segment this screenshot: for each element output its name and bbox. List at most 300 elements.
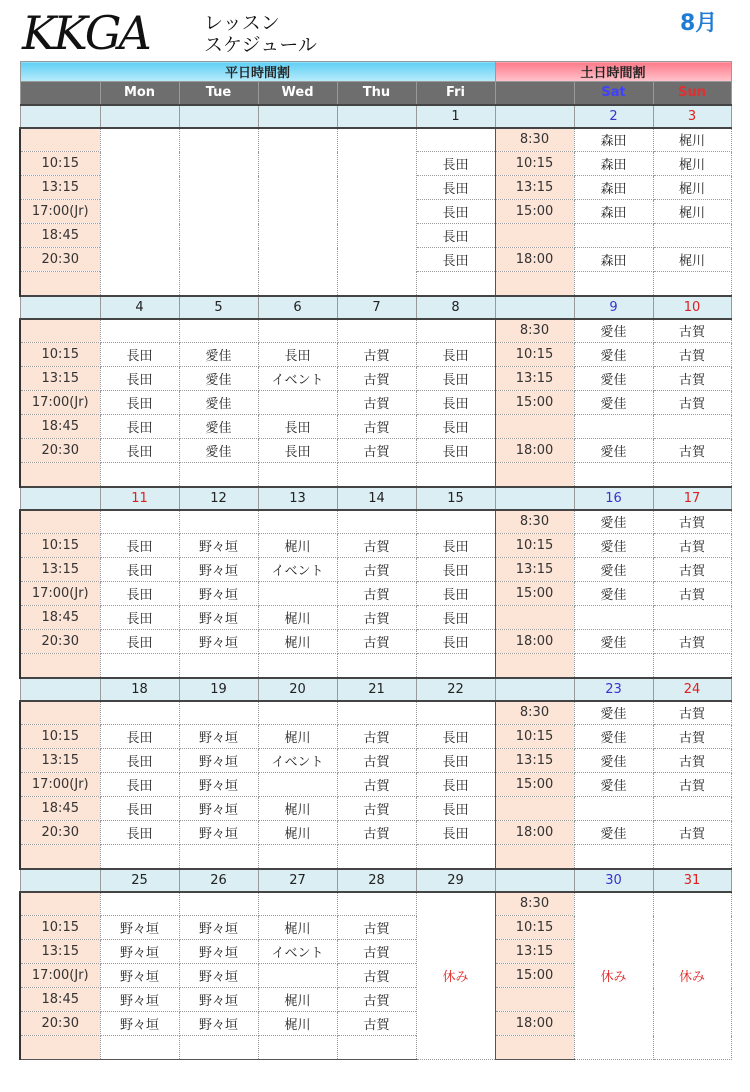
lesson-cell bbox=[337, 892, 416, 916]
lesson-cell-weekend bbox=[653, 845, 731, 869]
lesson-cell: 梶川 bbox=[258, 988, 337, 1012]
date-cell-sun: 31 bbox=[653, 869, 731, 892]
lesson-cell: 古賀 bbox=[337, 415, 416, 439]
lesson-cell bbox=[258, 773, 337, 797]
weekend-time bbox=[495, 1036, 574, 1060]
weekend-time: 13:15 bbox=[495, 367, 574, 391]
lesson-cell: 古賀 bbox=[337, 940, 416, 964]
schedule-row bbox=[20, 797, 731, 821]
lesson-cell: 長田 bbox=[100, 582, 179, 606]
schedule-row bbox=[20, 582, 731, 606]
lesson-cell-weekend: 古賀 bbox=[653, 821, 731, 845]
lesson-cell-weekend: 愛佳 bbox=[574, 725, 653, 749]
lesson-cell-weekend bbox=[653, 606, 731, 630]
page-subtitle bbox=[204, 12, 317, 56]
lesson-cell bbox=[258, 964, 337, 988]
weekend-time bbox=[495, 845, 574, 869]
lesson-cell bbox=[258, 582, 337, 606]
lesson-cell bbox=[100, 845, 179, 869]
schedule-row bbox=[20, 749, 731, 773]
weekday-time bbox=[20, 845, 100, 869]
month-label: 8月 bbox=[680, 11, 718, 36]
lesson-cell-weekend: 古賀 bbox=[653, 582, 731, 606]
lesson-cell: 長田 bbox=[416, 152, 495, 176]
weekend-time bbox=[495, 797, 574, 821]
lesson-cell: 野々垣 bbox=[179, 582, 258, 606]
holiday-cell-sun: 休み bbox=[653, 892, 731, 1060]
date-cell bbox=[100, 105, 179, 128]
date-cell: 13 bbox=[258, 487, 337, 510]
lesson-cell bbox=[416, 272, 495, 296]
lesson-cell-weekend: 森田 bbox=[574, 248, 653, 272]
lesson-cell-weekend bbox=[653, 797, 731, 821]
weekend-time: 18:00 bbox=[495, 821, 574, 845]
lesson-cell: 長田 bbox=[100, 367, 179, 391]
lesson-cell: 長田 bbox=[416, 749, 495, 773]
lesson-cell: 愛佳 bbox=[179, 415, 258, 439]
schedule-table bbox=[19, 61, 732, 1060]
weekend-time: 15:00 bbox=[495, 582, 574, 606]
lesson-cell: 古賀 bbox=[337, 582, 416, 606]
weekend-time: 13:15 bbox=[495, 558, 574, 582]
day-header-blank-2 bbox=[495, 82, 574, 105]
lesson-cell: 古賀 bbox=[337, 630, 416, 654]
date-cell: 15 bbox=[416, 487, 495, 510]
lesson-cell: イベント bbox=[258, 558, 337, 582]
weekend-time: 13:15 bbox=[495, 940, 574, 964]
schedule-row bbox=[20, 415, 731, 439]
date-cell: 5 bbox=[179, 296, 258, 319]
weekday-time: 13:15 bbox=[20, 749, 100, 773]
lesson-cell: 野々垣 bbox=[100, 916, 179, 940]
lesson-cell bbox=[100, 463, 179, 487]
lesson-cell: 梶川 bbox=[258, 797, 337, 821]
lesson-cell-weekend: 梶川 bbox=[653, 152, 731, 176]
lesson-cell bbox=[179, 892, 258, 916]
subtitle-line-2: スケジュール bbox=[204, 34, 317, 56]
date-cell: 7 bbox=[337, 296, 416, 319]
lesson-cell bbox=[337, 654, 416, 678]
weekday-time: 18:45 bbox=[20, 415, 100, 439]
schedule-row bbox=[20, 725, 731, 749]
lesson-cell: 野々垣 bbox=[100, 1012, 179, 1036]
lesson-cell: 野々垣 bbox=[100, 964, 179, 988]
schedule-row bbox=[20, 892, 731, 916]
date-cell: 11 bbox=[100, 487, 179, 510]
schedule-row bbox=[20, 606, 731, 630]
lesson-cell-weekend: 愛佳 bbox=[574, 749, 653, 773]
date-cell bbox=[179, 105, 258, 128]
lesson-cell: 愛佳 bbox=[179, 343, 258, 367]
schedule-row bbox=[20, 391, 731, 415]
lesson-cell-weekend: 古賀 bbox=[653, 725, 731, 749]
weekday-time bbox=[20, 128, 100, 152]
weekend-time bbox=[495, 272, 574, 296]
lesson-cell: 古賀 bbox=[337, 916, 416, 940]
date-blank bbox=[20, 869, 100, 892]
lesson-cell: 古賀 bbox=[337, 558, 416, 582]
weekday-time bbox=[20, 701, 100, 725]
weekday-time bbox=[20, 510, 100, 534]
date-cell: 18 bbox=[100, 678, 179, 701]
weekday-time: 17:00(Jr) bbox=[20, 964, 100, 988]
schedule-row bbox=[20, 319, 731, 343]
empty-day-cell bbox=[258, 128, 337, 296]
lesson-cell: 野々垣 bbox=[179, 558, 258, 582]
lesson-cell-weekend: 古賀 bbox=[653, 701, 731, 725]
lesson-cell-weekend: 愛佳 bbox=[574, 319, 653, 343]
lesson-cell bbox=[100, 701, 179, 725]
lesson-cell-weekend: 愛佳 bbox=[574, 821, 653, 845]
lesson-cell: 梶川 bbox=[258, 916, 337, 940]
lesson-cell: 梶川 bbox=[258, 630, 337, 654]
lesson-cell-weekend bbox=[653, 654, 731, 678]
lesson-cell bbox=[100, 319, 179, 343]
date-cell bbox=[258, 105, 337, 128]
weekend-schedule-header: 土日時間割 bbox=[495, 62, 731, 82]
lesson-cell: 長田 bbox=[416, 415, 495, 439]
date-row bbox=[20, 678, 731, 701]
schedule-row bbox=[20, 128, 731, 152]
weekend-time: 18:00 bbox=[495, 248, 574, 272]
lesson-cell bbox=[179, 845, 258, 869]
weekend-time bbox=[495, 224, 574, 248]
lesson-cell: 野々垣 bbox=[179, 725, 258, 749]
lesson-cell bbox=[416, 128, 495, 152]
lesson-cell-weekend bbox=[574, 415, 653, 439]
lesson-cell bbox=[337, 845, 416, 869]
weekday-time: 18:45 bbox=[20, 606, 100, 630]
weekend-time: 13:15 bbox=[495, 176, 574, 200]
weekend-time: 15:00 bbox=[495, 200, 574, 224]
logo-text: KKGA bbox=[22, 6, 149, 60]
weekday-time bbox=[20, 654, 100, 678]
weekend-time bbox=[495, 415, 574, 439]
lesson-cell: 野々垣 bbox=[179, 606, 258, 630]
date-blank bbox=[495, 678, 574, 701]
date-cell-sun: 3 bbox=[653, 105, 731, 128]
lesson-cell: 長田 bbox=[416, 439, 495, 463]
date-cell: 27 bbox=[258, 869, 337, 892]
lesson-cell-weekend: 愛佳 bbox=[574, 558, 653, 582]
lesson-cell: イベント bbox=[258, 940, 337, 964]
schedule-row bbox=[20, 534, 731, 558]
date-cell-sun: 24 bbox=[653, 678, 731, 701]
lesson-cell-weekend: 愛佳 bbox=[574, 701, 653, 725]
day-header-blank bbox=[20, 82, 100, 105]
date-blank bbox=[495, 869, 574, 892]
date-cell: 22 bbox=[416, 678, 495, 701]
lesson-cell: 野々垣 bbox=[100, 988, 179, 1012]
lesson-cell-weekend bbox=[574, 845, 653, 869]
weekday-time: 18:45 bbox=[20, 988, 100, 1012]
lesson-cell-weekend bbox=[574, 606, 653, 630]
lesson-cell bbox=[258, 892, 337, 916]
weekday-time: 13:15 bbox=[20, 176, 100, 200]
date-cell: 12 bbox=[179, 487, 258, 510]
lesson-cell: 梶川 bbox=[258, 534, 337, 558]
weekday-time: 17:00(Jr) bbox=[20, 582, 100, 606]
lesson-cell: 長田 bbox=[416, 630, 495, 654]
lesson-cell bbox=[100, 892, 179, 916]
lesson-cell: 長田 bbox=[416, 176, 495, 200]
lesson-cell: 野々垣 bbox=[179, 988, 258, 1012]
schedule-row bbox=[20, 630, 731, 654]
weekday-time bbox=[20, 1036, 100, 1060]
lesson-cell: 古賀 bbox=[337, 439, 416, 463]
empty-day-cell bbox=[179, 128, 258, 296]
date-cell: 14 bbox=[337, 487, 416, 510]
day-header-row bbox=[20, 82, 731, 105]
date-cell: 28 bbox=[337, 869, 416, 892]
weekend-time: 8:30 bbox=[495, 128, 574, 152]
lesson-cell bbox=[337, 701, 416, 725]
lesson-cell: 長田 bbox=[416, 200, 495, 224]
date-blank bbox=[495, 105, 574, 128]
weekend-time: 10:15 bbox=[495, 725, 574, 749]
weekend-time: 8:30 bbox=[495, 701, 574, 725]
date-cell bbox=[337, 105, 416, 128]
lesson-cell: 長田 bbox=[100, 558, 179, 582]
lesson-cell: 野々垣 bbox=[100, 940, 179, 964]
lesson-cell: 長田 bbox=[416, 248, 495, 272]
lesson-cell bbox=[416, 845, 495, 869]
schedule-row bbox=[20, 510, 731, 534]
date-blank bbox=[20, 105, 100, 128]
lesson-cell bbox=[258, 319, 337, 343]
date-cell-sat: 2 bbox=[574, 105, 653, 128]
schedule-row bbox=[20, 439, 731, 463]
weekday-time: 10:15 bbox=[20, 534, 100, 558]
day-header-wed: Wed bbox=[258, 82, 337, 105]
lesson-cell: 古賀 bbox=[337, 534, 416, 558]
lesson-cell-weekend: 梶川 bbox=[653, 176, 731, 200]
schedule-row bbox=[20, 773, 731, 797]
lesson-cell-weekend: 古賀 bbox=[653, 773, 731, 797]
weekend-time bbox=[495, 606, 574, 630]
lesson-cell: 古賀 bbox=[337, 749, 416, 773]
lesson-cell: 長田 bbox=[416, 367, 495, 391]
date-cell: 1 bbox=[416, 105, 495, 128]
weekend-time: 10:15 bbox=[495, 916, 574, 940]
weekday-time bbox=[20, 319, 100, 343]
lesson-cell: 長田 bbox=[100, 343, 179, 367]
lesson-cell: 野々垣 bbox=[179, 773, 258, 797]
date-cell: 6 bbox=[258, 296, 337, 319]
weekend-time: 10:15 bbox=[495, 152, 574, 176]
lesson-cell: 長田 bbox=[416, 343, 495, 367]
weekday-time: 17:00(Jr) bbox=[20, 200, 100, 224]
weekday-time: 18:45 bbox=[20, 224, 100, 248]
weekday-time: 20:30 bbox=[20, 1012, 100, 1036]
date-blank bbox=[20, 678, 100, 701]
lesson-cell bbox=[258, 391, 337, 415]
lesson-cell bbox=[416, 463, 495, 487]
lesson-cell: イベント bbox=[258, 749, 337, 773]
lesson-cell-weekend: 愛佳 bbox=[574, 439, 653, 463]
weekday-schedule-header: 平日時間割 bbox=[20, 62, 495, 82]
empty-day-cell bbox=[337, 128, 416, 296]
lesson-cell: 長田 bbox=[416, 606, 495, 630]
date-cell: 21 bbox=[337, 678, 416, 701]
lesson-cell-weekend: 愛佳 bbox=[574, 510, 653, 534]
day-header-tue: Tue bbox=[179, 82, 258, 105]
weekend-time: 15:00 bbox=[495, 964, 574, 988]
lesson-cell bbox=[416, 319, 495, 343]
lesson-cell-weekend: 古賀 bbox=[653, 391, 731, 415]
date-blank bbox=[495, 487, 574, 510]
schedule-row bbox=[20, 845, 731, 869]
lesson-cell-weekend bbox=[574, 224, 653, 248]
lesson-cell-weekend: 愛佳 bbox=[574, 630, 653, 654]
lesson-cell: 野々垣 bbox=[179, 630, 258, 654]
lesson-cell-weekend: 古賀 bbox=[653, 630, 731, 654]
lesson-cell: 愛佳 bbox=[179, 391, 258, 415]
weekday-time: 10:15 bbox=[20, 343, 100, 367]
weekday-time: 20:30 bbox=[20, 439, 100, 463]
date-cell-sun: 10 bbox=[653, 296, 731, 319]
lesson-cell bbox=[179, 654, 258, 678]
lesson-cell-weekend: 梶川 bbox=[653, 200, 731, 224]
lesson-cell: 長田 bbox=[416, 797, 495, 821]
lesson-cell bbox=[179, 701, 258, 725]
schedule-row bbox=[20, 821, 731, 845]
lesson-cell-weekend: 梶川 bbox=[653, 248, 731, 272]
lesson-cell-weekend bbox=[574, 463, 653, 487]
lesson-cell bbox=[258, 1036, 337, 1060]
lesson-cell bbox=[100, 654, 179, 678]
date-cell: 20 bbox=[258, 678, 337, 701]
lesson-cell: 古賀 bbox=[337, 391, 416, 415]
weekday-time bbox=[20, 892, 100, 916]
lesson-cell bbox=[337, 510, 416, 534]
lesson-cell-weekend: 古賀 bbox=[653, 510, 731, 534]
lesson-cell: 長田 bbox=[258, 439, 337, 463]
lesson-cell: 長田 bbox=[416, 391, 495, 415]
lesson-cell: 野々垣 bbox=[179, 1012, 258, 1036]
lesson-cell-weekend: 愛佳 bbox=[574, 773, 653, 797]
lesson-cell-weekend: 愛佳 bbox=[574, 582, 653, 606]
date-blank bbox=[495, 296, 574, 319]
lesson-cell-weekend bbox=[653, 272, 731, 296]
lesson-cell bbox=[416, 510, 495, 534]
lesson-cell-weekend: 森田 bbox=[574, 128, 653, 152]
weekday-time: 10:15 bbox=[20, 152, 100, 176]
date-cell: 4 bbox=[100, 296, 179, 319]
schedule-row bbox=[20, 367, 731, 391]
date-cell-sat: 16 bbox=[574, 487, 653, 510]
lesson-cell bbox=[100, 510, 179, 534]
lesson-cell: 野々垣 bbox=[179, 916, 258, 940]
lesson-cell: 古賀 bbox=[337, 1012, 416, 1036]
date-cell: 26 bbox=[179, 869, 258, 892]
lesson-cell: 梶川 bbox=[258, 725, 337, 749]
lesson-cell-weekend: 森田 bbox=[574, 176, 653, 200]
weekday-time: 13:15 bbox=[20, 558, 100, 582]
lesson-cell: 古賀 bbox=[337, 725, 416, 749]
lesson-cell-weekend bbox=[653, 463, 731, 487]
lesson-cell bbox=[416, 654, 495, 678]
date-blank bbox=[20, 296, 100, 319]
schedule-row bbox=[20, 654, 731, 678]
lesson-cell-weekend: 古賀 bbox=[653, 749, 731, 773]
weekend-time: 15:00 bbox=[495, 391, 574, 415]
lesson-cell-weekend: 愛佳 bbox=[574, 343, 653, 367]
weekday-time: 13:15 bbox=[20, 367, 100, 391]
lesson-cell bbox=[258, 654, 337, 678]
lesson-cell: 古賀 bbox=[337, 367, 416, 391]
lesson-cell bbox=[337, 319, 416, 343]
lesson-cell: 梶川 bbox=[258, 1012, 337, 1036]
lesson-cell-weekend: 古賀 bbox=[653, 319, 731, 343]
weekend-time: 8:30 bbox=[495, 319, 574, 343]
lesson-cell-weekend: 森田 bbox=[574, 200, 653, 224]
lesson-cell: 長田 bbox=[100, 725, 179, 749]
lesson-cell-weekend bbox=[653, 224, 731, 248]
lesson-cell-weekend: 愛佳 bbox=[574, 534, 653, 558]
lesson-cell: 梶川 bbox=[258, 821, 337, 845]
lesson-cell: 長田 bbox=[416, 821, 495, 845]
day-header-fri: Fri bbox=[416, 82, 495, 105]
lesson-cell: 野々垣 bbox=[179, 534, 258, 558]
lesson-cell: 野々垣 bbox=[179, 964, 258, 988]
lesson-cell-weekend bbox=[574, 272, 653, 296]
lesson-cell: 野々垣 bbox=[179, 749, 258, 773]
date-cell: 19 bbox=[179, 678, 258, 701]
lesson-cell: 長田 bbox=[100, 797, 179, 821]
lesson-cell: 長田 bbox=[258, 415, 337, 439]
lesson-cell bbox=[416, 701, 495, 725]
weekend-time bbox=[495, 654, 574, 678]
lesson-cell bbox=[337, 463, 416, 487]
date-cell: 8 bbox=[416, 296, 495, 319]
lesson-cell: 長田 bbox=[100, 749, 179, 773]
lesson-cell: 長田 bbox=[100, 415, 179, 439]
lesson-cell: 長田 bbox=[258, 343, 337, 367]
lesson-cell: 長田 bbox=[416, 582, 495, 606]
lesson-cell: 野々垣 bbox=[179, 940, 258, 964]
weekday-time: 20:30 bbox=[20, 248, 100, 272]
lesson-cell: 長田 bbox=[416, 773, 495, 797]
lesson-cell-weekend: 古賀 bbox=[653, 367, 731, 391]
kkga-logo bbox=[22, 6, 192, 64]
date-cell-sun: 17 bbox=[653, 487, 731, 510]
date-row bbox=[20, 296, 731, 319]
lesson-cell bbox=[258, 510, 337, 534]
weekday-time: 18:45 bbox=[20, 797, 100, 821]
weekend-time: 8:30 bbox=[495, 510, 574, 534]
holiday-cell-fri: 休み bbox=[416, 892, 495, 1060]
weekend-time bbox=[495, 463, 574, 487]
lesson-cell: 古賀 bbox=[337, 797, 416, 821]
weekend-time: 8:30 bbox=[495, 892, 574, 916]
weekend-time: 10:15 bbox=[495, 534, 574, 558]
date-blank bbox=[20, 487, 100, 510]
lesson-cell bbox=[100, 1036, 179, 1060]
lesson-cell: 長田 bbox=[416, 224, 495, 248]
holiday-cell-sat: 休み bbox=[574, 892, 653, 1060]
lesson-cell: 長田 bbox=[100, 391, 179, 415]
lesson-cell-weekend bbox=[574, 797, 653, 821]
subtitle-line-1: レッスン bbox=[204, 12, 280, 34]
lesson-cell-weekend: 愛佳 bbox=[574, 367, 653, 391]
schedule-row bbox=[20, 701, 731, 725]
date-cell: 25 bbox=[100, 869, 179, 892]
lesson-cell bbox=[258, 701, 337, 725]
weekend-time: 13:15 bbox=[495, 749, 574, 773]
weekday-time: 13:15 bbox=[20, 940, 100, 964]
lesson-cell-weekend bbox=[574, 654, 653, 678]
